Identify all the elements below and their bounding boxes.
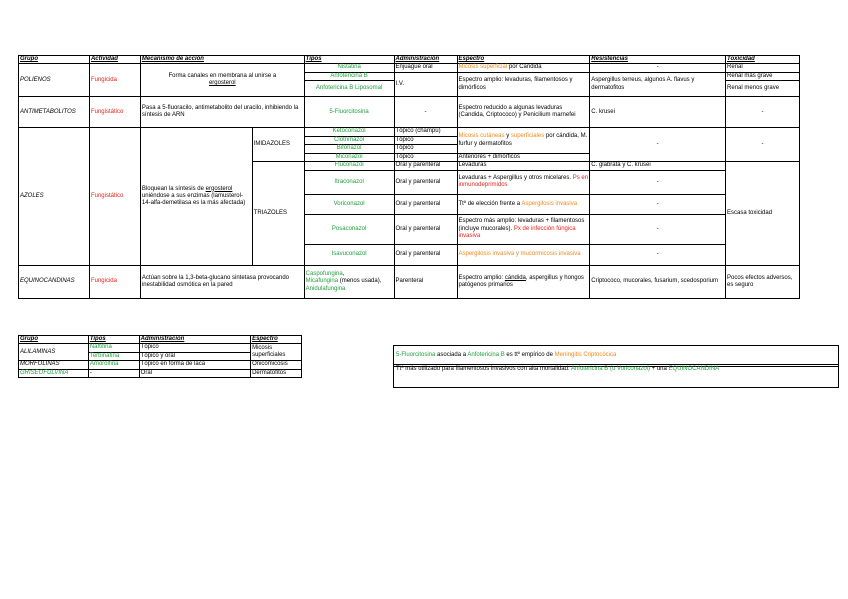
- header-actividad: Actividad: [89, 56, 140, 64]
- espectro-fluconazol: Levaduras: [457, 162, 590, 171]
- actividad-polienos: Fungicida: [89, 64, 140, 97]
- header-mecanismo: Mecanismo de acción: [140, 56, 304, 64]
- espectro-voriconazol: Ttº de elección frente a Aspergilosis invasiva: [457, 194, 590, 214]
- tipo-anfotericina-b: Anfotericina B: [304, 72, 394, 81]
- tipo-ketoconazol: Ketoconazol: [304, 128, 394, 137]
- tipo-voriconazol: Voriconazol: [304, 194, 394, 214]
- note-meningitis-criptococica: 5-Fluorcitosina asociada a Anfotericina B es ttº empírico de Meningitis Criptocócica: [393, 345, 839, 367]
- grupo-azoles: AZOLES: [19, 128, 90, 266]
- header-toxicidad: Toxicidad: [726, 56, 800, 64]
- admin-miconazol: Tópico: [394, 153, 457, 162]
- header-row: [19, 56, 800, 64]
- resist-fluconazol: C. glabrata y C. krusei: [590, 162, 726, 171]
- admin-equinocandinas: Parenteral: [394, 265, 457, 298]
- grupo-griseofulvina: GRISEOFULVINA: [19, 369, 89, 378]
- actividad-antimetabolitos: Fungistático: [89, 97, 140, 128]
- tipo-nistatina: Nistatina: [304, 64, 394, 73]
- resist-posaconazol: -: [590, 214, 726, 244]
- resist-itraconazol: -: [590, 170, 726, 194]
- tipo-griseofulvina: -: [88, 369, 139, 378]
- resist-equinocandinas: Criptococo, mucorales, fusarium, scedosporium: [590, 265, 726, 298]
- tox-nistatina: Renal: [726, 64, 800, 73]
- tox-equinocandinas: Pocos efectos adversos, es seguro: [726, 265, 800, 298]
- grupo-equinocandinas: EQUINOCANDINAS: [19, 265, 90, 298]
- espectro-alilaminas: Micosis superficiales: [251, 344, 302, 361]
- header-tipos: Tipos: [304, 56, 394, 64]
- resist-nistatina: -: [590, 64, 726, 73]
- resist-voriconazol: -: [590, 194, 726, 214]
- actividad-equinocandinas: Fungicida: [89, 265, 140, 298]
- mecanismo-equinocandinas: Actúan sobre la 1,3-beta-glucano sintetasa provocando inestabilidad osmótica en la pared: [140, 265, 304, 298]
- espectro-imidazoles: Micosis cutáneas y superficiales por cándida, M. furfur y dermatofitos: [457, 128, 590, 154]
- tipo-isavuconazol: Isavuconazol: [304, 244, 394, 265]
- espectro-fluorcitosina: Espectro reducido a algunas levaduras (Candida, Criptococo) y Penicilium marnefei: [457, 97, 590, 128]
- admin-amorolfina: Tópico en forma de laca: [139, 361, 250, 370]
- other-antifungals-table: [18, 335, 302, 378]
- actividad-azoles: Fungistático: [89, 128, 140, 266]
- admin-posaconazol: Oral y parenteral: [394, 214, 457, 244]
- note-filamentosos-invasivos: Ttº más utilizado para filamentosos invasivos con alta mortalidad: Anfotericina B (o Voriconazol) + una EQUINOCANDINA: [393, 364, 839, 388]
- espectro-nistatina: Micosis superficial por Candida: [457, 64, 590, 73]
- header-espectro: Espectro: [457, 56, 590, 64]
- tox-anfotericina-b: Renal más grave: [726, 72, 800, 81]
- espectro-posaconazol: Espectro más amplio: levaduras + filamentosos (incluye mucorales). Px de infección fúngica invasiva: [457, 214, 590, 244]
- tox-imidazoles: -: [726, 128, 800, 162]
- small-header-espectro: Espectro: [251, 336, 302, 344]
- admin-nistatina: Enjuague oral: [394, 64, 457, 73]
- tipo-bifonazol: Bifonazol: [304, 145, 394, 154]
- admin-terbinafina: Tópico y oral: [139, 352, 250, 361]
- admin-ketoconazol: Tópico (champú): [394, 128, 457, 137]
- tipo-naftifina: Naftifina: [88, 344, 139, 353]
- admin-isavuconazol: Oral y parenteral: [394, 244, 457, 265]
- mecanismo-azoles: Bloquean la síntesis de ergosterol uniéndose a sus enzimas (lamusterol-14-alfa-demetilasa es la más afectada): [140, 128, 252, 266]
- tipo-anfotericina-liposomal: Anfotericina B Liposomal: [304, 81, 394, 97]
- resist-anfotericina: Aspergillus terreus, algunos A. flavus y dermatofitos: [590, 72, 726, 97]
- espectro-itraconazol: Levaduras + Aspergillus y otros micelares. Ps en inmunodeprimidos: [457, 170, 590, 194]
- tox-fluorcitosina: -: [726, 97, 800, 128]
- admin-naftifina: Tópico: [139, 344, 250, 353]
- tipo-fluconazol: Fluconazol: [304, 162, 394, 171]
- small-header-tipos: Tipos: [88, 336, 139, 344]
- admin-voriconazol: Oral y parenteral: [394, 194, 457, 214]
- admin-itraconazol: Oral y parenteral: [394, 170, 457, 194]
- grupo-morfolinas: MORFOLINAS: [19, 361, 89, 370]
- admin-griseofulvina: Oral: [139, 369, 250, 378]
- tipo-terbinafina: Terbinafina: [88, 352, 139, 361]
- admin-fluorcitosina: -: [394, 97, 457, 128]
- espectro-isavuconazol: Aspergilosis invasiva y mucormicosis invasiva: [457, 244, 590, 265]
- tipos-equinocandinas: Caspofungina, Micafungina (menos usada), Anidulafungina: [304, 265, 394, 298]
- tipo-amorolfina: Amorolfina: [88, 361, 139, 370]
- espectro-anfotericina: Espectro amplio: levaduras, filamentosos y dimórficos: [457, 72, 590, 97]
- admin-bifonazol: Tópico: [394, 145, 457, 154]
- tipo-fluorcitosina: 5-Fluorcitosina: [304, 97, 394, 128]
- mecanismo-polienos: Forma canales en membrana al unirse a ergosterol: [140, 64, 304, 97]
- tox-anfotericina-liposomal: Renal menos grave: [726, 81, 800, 97]
- admin-anfotericina: I.V.: [394, 72, 457, 97]
- resist-fluorcitosina: C. krusei: [590, 97, 726, 128]
- espectro-miconazol: Anteriores + dimórficos: [457, 153, 590, 162]
- small-header-row: [19, 336, 302, 344]
- small-header-administracion: Administración: [139, 336, 250, 344]
- espectro-equinocandinas: Espectro amplio: cándida, aspergillus y hongos patógenos primarios: [457, 265, 590, 298]
- small-header-grupo: Grupo: [19, 336, 89, 344]
- mecanismo-antimetabolitos: Pasa a 5-fluoracilo, antimetabolito del uracilo, inhibiendo la síntesis de ARN: [140, 97, 304, 128]
- espectro-amorolfina: Onicomicosis: [251, 361, 302, 370]
- header-resistencias: Resistencias: [590, 56, 726, 64]
- subgrupo-triazoles: TRIAZOLES: [252, 162, 304, 266]
- admin-fluconazol: Oral y parenteral: [394, 162, 457, 171]
- grupo-alilaminas: ALILAMINAS: [19, 344, 89, 361]
- tipo-clotrimazol: Clotrimazol: [304, 136, 394, 145]
- resist-isavuconazol: -: [590, 244, 726, 265]
- espectro-griseofulvina: Dermatofitos: [251, 369, 302, 378]
- tipo-posaconazol: Posaconazol: [304, 214, 394, 244]
- tox-triazoles: Escasa toxicidad: [726, 162, 800, 266]
- subgrupo-imidazoles: IMIDAZOLES: [252, 128, 304, 162]
- grupo-antimetabolitos: ANTIMETABOLITOS: [19, 97, 90, 128]
- tipo-itraconazol: Itraconazol: [304, 170, 394, 194]
- antifungal-table: [18, 55, 800, 299]
- grupo-polienos: POLIENOS: [19, 64, 90, 97]
- admin-clotrimazol: Tópico: [394, 136, 457, 145]
- tipo-miconazol: Miconazol: [304, 153, 394, 162]
- resist-imidazoles: -: [590, 128, 726, 162]
- header-grupo: Grupo: [19, 56, 90, 64]
- header-administracion: Administración: [394, 56, 457, 64]
